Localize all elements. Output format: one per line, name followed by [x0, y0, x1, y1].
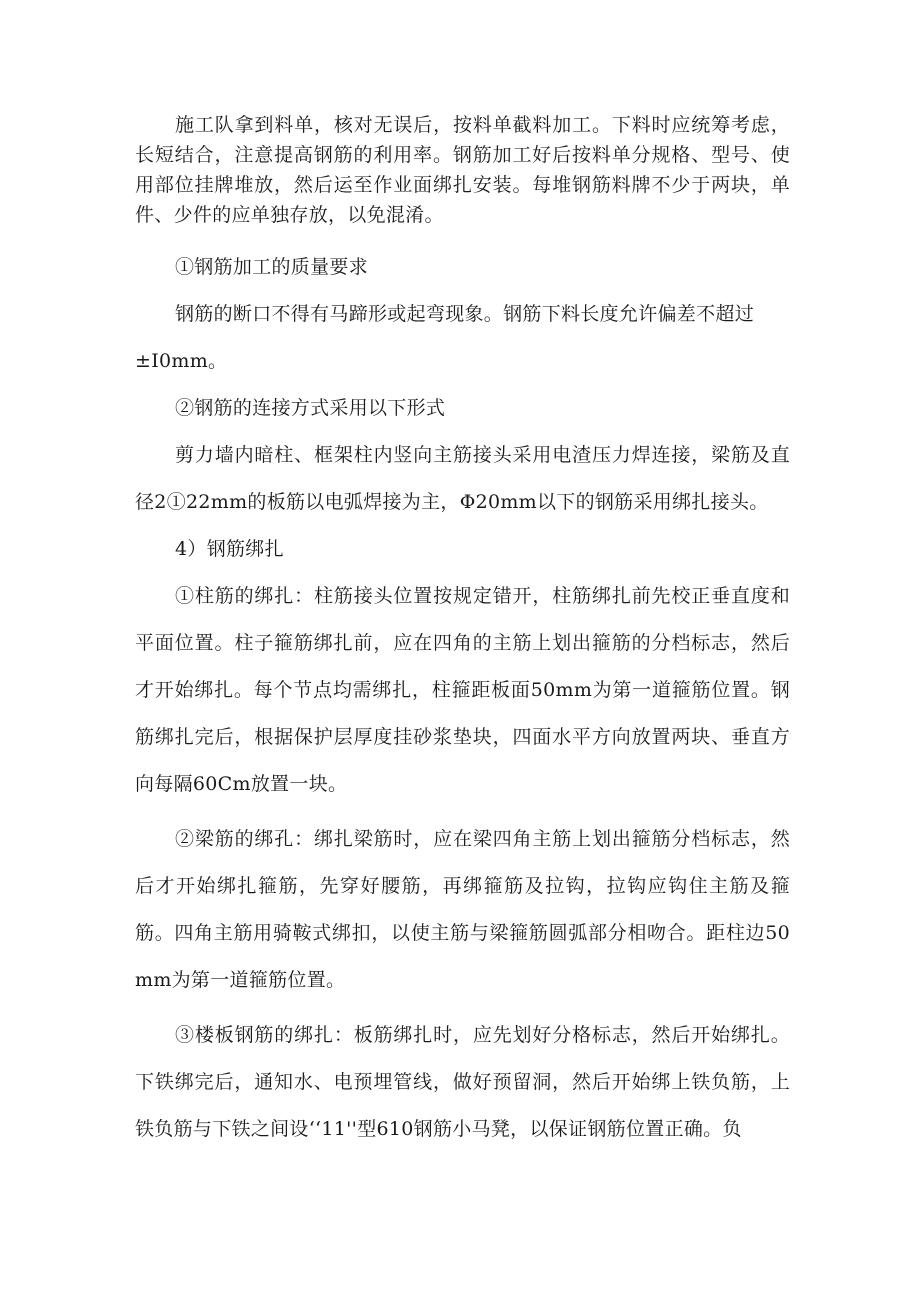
heading-processing-quality: ①钢筋加工的质量要求: [175, 256, 369, 278]
paragraph-cutting: 施工队拿到料单，核对无误后，按料单截料加工。下料时应统筹考虑，长短结合，注意提高钢筋的利用率。钢筋加工好后按料单分规格、型号、使用部位挂牌堆放，然后运至作业面绑扎安装。每堆钢筋料牌不少于两块，单件、少件的应单独存放，以免混淆。: [135, 114, 790, 226]
document-page: [135, 110, 790, 1153]
heading-connection-method: ②钢筋的连接方式采用以下形式: [175, 397, 446, 419]
heading-rebar-binding: 4）钢筋绑扎: [175, 538, 284, 560]
paragraph-cut-tolerance: 钢筋的断口不得有马蹄形或起弯现象。钢筋下料长度允许偏差不超过: [175, 303, 755, 325]
paragraph-column-binding: ①柱筋的绑扎：柱筋接头位置按规定错开，柱筋绑扎前先校正垂直度和平面位置。柱子箍筋绑扎前，应在四角的主筋上划出箍筋的分档标志，然后才开始绑扎。每个节点均需绑扎，柱箍距板面50mm为第一道箍筋位置。钢筋绑扎完后，根据保护层厚度挂砂浆垫块，四面水平方向放置两块、垂直方向每隔60Cm放置一块。: [135, 585, 790, 795]
paragraph-slab-binding: ③楼板钢筋的绑扎：板筋绑扎时，应先划好分格标志，然后开始绑扎。下铁绑完后，通知水、电预埋管线，做好预留洞，然后开始绑上铁负筋，上铁负筋与下铁之间设‘‘11''型610钢筋小马凳，以保证钢筋位置正确。负: [135, 1024, 790, 1140]
paragraph-beam-binding: ②梁筋的绑孔：绑扎梁筋时，应在梁四角主筋上划出箍筋分档标志，然后才开始绑扎箍筋，先穿好腰筋，再绑箍筋及拉钩，拉钩应钩住主筋及箍筋。四角主筋用骑鞍式绑扣，以使主筋与梁箍筋圆弧部分相吻合。距柱边50mm为第一道箍筋位置。: [135, 828, 790, 991]
paragraph-tolerance-value: ±I0mm。: [135, 350, 228, 372]
paragraph-connection: 剪力墙内暗柱、框架柱内竖向主筋接头采用电渣压力焊连接，梁筋及直径2①22mm的板筋以电弧焊接为主，Φ20mm以下的钢筋采用绑扎接头。: [135, 444, 790, 513]
